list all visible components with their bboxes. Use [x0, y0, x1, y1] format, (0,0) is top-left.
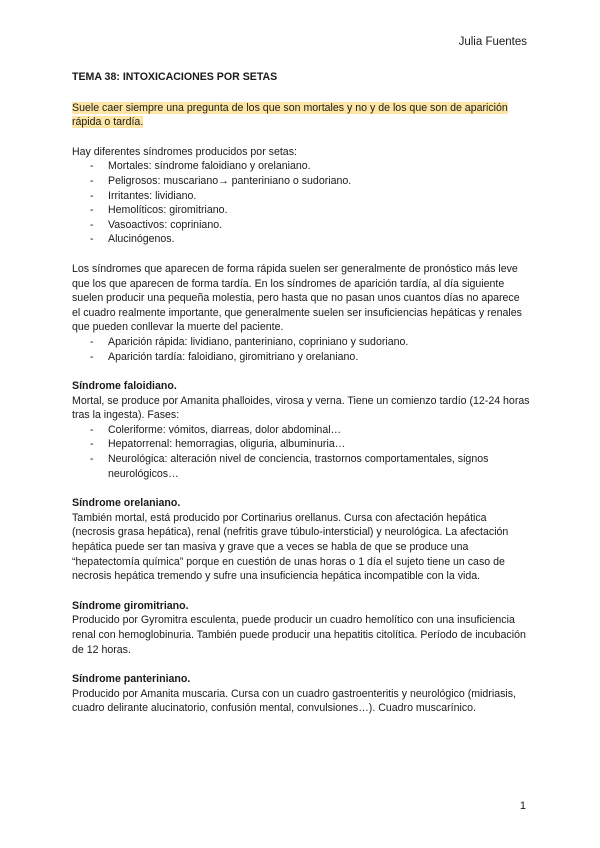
section-heading-faloidiano: Síndrome faloidiano.: [72, 380, 177, 393]
page-number: 1: [519, 800, 526, 812]
highlighted-text: Suele caer siempre una pregunta de los que son mortales y no y de los que son de aparición rápida o tardía.: [72, 101, 508, 129]
section-text-faloidiano: Mortal, se produce por Amanita phalloides, virosa y verna. Tiene un comienzo tardío (12-24 horas tras la ingesta). Fases:: [72, 394, 530, 422]
list-item: - Aparición rápida: lividiano, panteriniano, copriniano y sudoriano.: [72, 335, 530, 350]
highlight-note: [72, 101, 530, 130]
onset-paragraph: Los síndromes que aparecen de forma rápida suelen ser generalmente de pronóstico más leve que los que aparecen de forma tardía. En los síndromes de aparición tardía, al día siguiente suelen producir una pequeña molestia, pero hasta que no pasan unos cuantos días no aparece el cuadro realmente importante, que generalmente suelen ser insuficiencias hepáticas y renales que pueden conllevar la muerte del paciente.: [72, 262, 522, 334]
onset-list: [72, 335, 530, 364]
list-item: - Neurológica: alteración nivel de conciencia, trastornos comportamentales, signos neurológicos…: [72, 452, 530, 481]
section-text-panteriniano: Producido por Amanita muscaria. Cursa con un cuadro gastroenteritis y neurológico (midriasis, cuadro delirante alucinatorio, confusión mental, convulsiones…). Cuadro muscarínico.: [72, 687, 516, 715]
section-heading-panteriniano: Síndrome panteriniano.: [72, 673, 191, 686]
section-text-orelaniano: También mortal, está producido por Cortinarius orellanus. Cursa con afectación hepática (necrosis grasa hepática), renal (nefritis grave túbulo-intersticial) y neurológica. La afectación hepática puede ser tan masiva y grave que a veces se habla de que se produce una “hepatectomía química” porque en cuestión de unas horas o 1 día el sujeto tiene un caso de necrosis hepática tremendo y sufre una insuficiencia hepática incompatible con la vida.: [72, 511, 509, 583]
list-item: - Mortales: síndrome faloidiano y orelaniano.: [72, 159, 530, 174]
list-item: - Coleriforme: vómitos, diarreas, dolor abdominal…: [72, 423, 530, 438]
list-item: - Vasoactivos: copriniano.: [72, 218, 530, 233]
faloidiano-phases-list: [72, 423, 530, 481]
syndromes-intro: Hay diferentes síndromes producidos por setas:: [72, 145, 297, 158]
document-title: TEMA 38: INTOXICACIONES POR SETAS: [72, 71, 278, 83]
list-item: - Alucinógenos.: [72, 232, 530, 247]
document-body: [72, 70, 530, 716]
list-item: - Peligrosos: muscariano→ panteriniano o sudoriano.: [72, 174, 530, 189]
list-item: - Aparición tardía: faloidiano, giromitriano y orelaniano.: [72, 350, 530, 365]
header-author: Julia Fuentes: [458, 36, 527, 48]
syndromes-list: [72, 159, 530, 247]
list-item: - Hemolíticos: giromitriano.: [72, 203, 530, 218]
section-heading-orelaniano: Síndrome orelaniano.: [72, 497, 181, 510]
list-item: - Hepatorrenal: hemorragias, oliguria, albuminuria…: [72, 437, 530, 452]
section-text-giromitriano: Producido por Gyromitra esculenta, puede producir un cuadro hemolítico con una insuficiencia renal con hemoglobinuria. También puede producir una hepatitis citolítica. Período de incubación de 12 horas.: [72, 614, 526, 656]
list-item: - Irritantes: lividiano.: [72, 189, 530, 204]
section-heading-giromitriano: Síndrome giromitriano.: [72, 599, 189, 612]
